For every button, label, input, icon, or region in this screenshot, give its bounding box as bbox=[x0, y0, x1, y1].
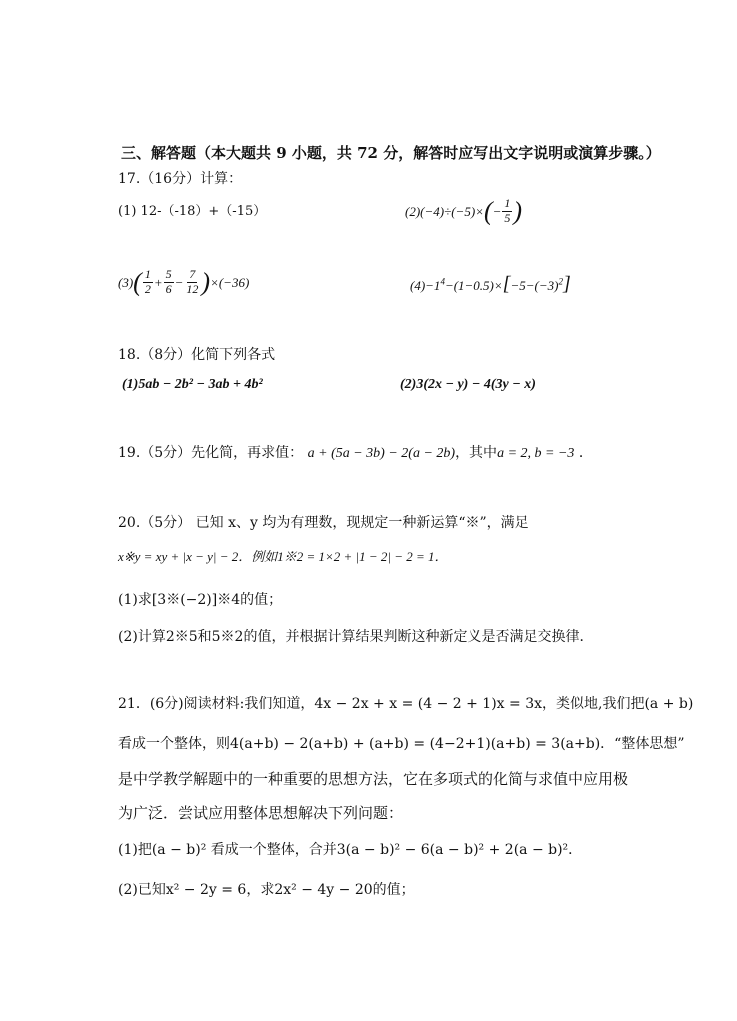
q18-part1: (1)5ab − 2b² − 3ab + 4b² bbox=[122, 377, 263, 392]
q21-line4: 为广泛．尝试应用整体思想解决下列问题： bbox=[118, 804, 404, 822]
fraction-denominator: 12 bbox=[186, 281, 199, 296]
q17-part2-fraction bbox=[502, 197, 512, 226]
q17-part1: (1) 12-（-18）+（-15） bbox=[118, 204, 267, 219]
q19-label: 19.（5分）先化简，再求值： bbox=[118, 445, 304, 461]
q21-part1: (1)把(a − b)² 看成一个整体，合并3(a − b)² − 6(a − b)² + 2(a − b)²． bbox=[118, 842, 583, 858]
q17-part3-suffix: ×(−36) bbox=[210, 274, 250, 290]
q17-part3: (3)( $\frac{1}{2}$ + $\frac{5}{6}$ − $\frac{7}{12}$ )×(−36) bbox=[118, 267, 250, 297]
fraction-denominator: 2 bbox=[144, 281, 151, 296]
q17-part4-a: (4)−1 bbox=[410, 278, 441, 293]
q20-line1: 20.（5分） 已知 x、y 均为有理数，现规定一种新运算“※”，满足 bbox=[118, 515, 529, 531]
q17-part3-fraction-3 bbox=[184, 268, 200, 297]
q19-where: ，其中 bbox=[455, 445, 498, 461]
q20-part1: (1)求[3※(−2)]※4的值； bbox=[118, 592, 283, 608]
q17-part3-fraction-2 bbox=[164, 268, 174, 297]
q17-part4: $(4)-1^4-(1-0.5)\times[-5-(-3)^2]$ bbox=[410, 273, 571, 295]
q17-part3-fraction-1 bbox=[143, 268, 153, 297]
q19-condition: a = 2, b = −3 bbox=[497, 446, 575, 461]
fraction-numerator: 7 bbox=[189, 267, 196, 281]
q17-title: 17.（16分）计算： bbox=[118, 171, 243, 187]
q17-part4-c: −5−(−3) bbox=[510, 278, 559, 293]
q20-line2: x※y = xy + |x − y| − 2．例如1※2 = 1×2 + |1 − 2| − 2 = 1． bbox=[118, 549, 448, 564]
q21-part2: (2)已知x² − 2y = 6，求2x² − 4y − 20的值； bbox=[118, 882, 415, 898]
q18-title: 18.（8分）化简下列各式 bbox=[118, 347, 276, 363]
q17-part2: (2)(−4)÷(−5)×(− $\frac{1}{5}$ ) bbox=[405, 196, 523, 226]
q21-line2: 看成一个整体，则4(a+b) − 2(a+b) + (a+b) = (4−2+1)(a+b) = 3(a+b)．“整体思想” bbox=[118, 736, 685, 752]
q19-line bbox=[118, 446, 593, 461]
q17-part4-b: −(1−0.5)× bbox=[444, 278, 503, 293]
q19-expression: a + (5a − 3b) − 2(a − 2b) bbox=[307, 446, 456, 461]
section-heading: 三、解答题（本大题共 9 小题，共 72 分，解答时应写出文字说明或演算步骤。） bbox=[121, 144, 661, 162]
q20-part2: (2)计算2※5和5※2的值，并根据计算结果判断这种新定义是否满足交换律． bbox=[118, 629, 594, 645]
q17-part2-prefix: (2)(−4)÷(−5)× bbox=[405, 203, 484, 219]
exponent: 4 bbox=[440, 276, 445, 287]
fraction-denominator: 6 bbox=[165, 281, 172, 296]
q21-line1: 21．(6分)阅读材料:我们知道，4x − 2x + x = (4 − 2 + 1)x = 3x，类似地,我们把(a + b) bbox=[118, 696, 694, 712]
fraction-denominator: 5 bbox=[504, 210, 511, 225]
fraction-numerator: 5 bbox=[165, 267, 172, 281]
fraction-numerator: 1 bbox=[504, 196, 511, 210]
q19-period: ． bbox=[578, 445, 593, 461]
q17-part3-prefix: (3) bbox=[118, 274, 134, 290]
exponent: 2 bbox=[558, 276, 563, 287]
q18-part2: (2)3(2x − y) − 4(3y − x) bbox=[400, 377, 536, 392]
fraction-numerator: 1 bbox=[144, 267, 151, 281]
q21-line3: 是中学教学解题中的一种重要的思想方法，它在多项式的化简与求值中应用极 bbox=[118, 770, 629, 788]
